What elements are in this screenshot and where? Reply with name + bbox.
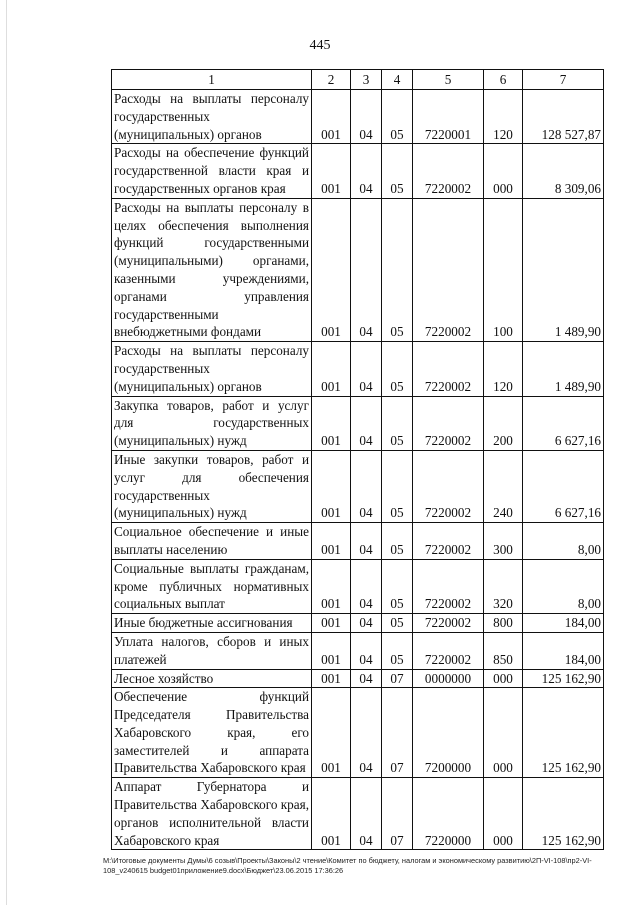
- cell-col5: 7220002: [413, 396, 484, 450]
- cell-col6: 120: [484, 90, 523, 144]
- cell-col4: 07: [382, 669, 413, 688]
- cell-amount: 184,00: [523, 614, 604, 633]
- cell-amount: 8 309,06: [523, 144, 604, 198]
- cell-col5: 0000000: [413, 669, 484, 688]
- table-row: [112, 688, 604, 778]
- table-row: [112, 396, 604, 450]
- cell-col5: 7220000: [413, 778, 484, 850]
- header-row: [112, 70, 604, 90]
- cell-amount: 8,00: [523, 559, 604, 613]
- column-header: 6: [484, 70, 523, 90]
- cell-col2: 001: [312, 778, 351, 850]
- budget-table: [111, 69, 604, 850]
- cell-amount: 125 162,90: [523, 669, 604, 688]
- cell-col2: 001: [312, 198, 351, 341]
- cell-col4: 05: [382, 559, 413, 613]
- table-row: [112, 559, 604, 613]
- cell-col3: 04: [351, 614, 382, 633]
- row-description: Иные бюджетные ассигнования: [112, 614, 312, 633]
- cell-col6: 100: [484, 198, 523, 341]
- row-description: Лесное хозяйство: [112, 669, 312, 688]
- cell-col3: 04: [351, 90, 382, 144]
- row-description: Аппарат Губернатора и Правительства Хабаровского края, органов исполнительной власти Хабаровского края: [112, 778, 312, 850]
- cell-col6: 000: [484, 669, 523, 688]
- table-row: [112, 198, 604, 341]
- cell-col6: 300: [484, 523, 523, 560]
- cell-amount: 6 627,16: [523, 450, 604, 522]
- table-row: [112, 669, 604, 688]
- cell-col6: 200: [484, 396, 523, 450]
- cell-col3: 04: [351, 688, 382, 778]
- cell-col2: 001: [312, 144, 351, 198]
- cell-amount: 8,00: [523, 523, 604, 560]
- row-description: Расходы на выплаты персоналу в целях обеспечения выполнения функций государственными (муниципальными) органами, казенными учреждениями, органами управления государственными внебюджетными фондами: [112, 198, 312, 341]
- document-path-footer: M:\Итоговые документы Думы\6 созыв\Проекты\Законы\2 чтение\Комитет по бюджету, налогам и экономическому развитию\2П-VI-108\пр2-VI-108_v240615 budget01приложение9.docx\Бюджет\23.06.2015 17:36:26: [103, 856, 592, 875]
- table-row: [112, 778, 604, 850]
- cell-amount: 125 162,90: [523, 778, 604, 850]
- cell-col4: 07: [382, 778, 413, 850]
- cell-col2: 001: [312, 559, 351, 613]
- cell-col4: 05: [382, 614, 413, 633]
- cell-col5: 7220001: [413, 90, 484, 144]
- cell-col4: 05: [382, 632, 413, 669]
- cell-col3: 04: [351, 198, 382, 341]
- cell-col2: 001: [312, 90, 351, 144]
- cell-col4: 05: [382, 523, 413, 560]
- cell-col6: 320: [484, 559, 523, 613]
- cell-amount: 1 489,90: [523, 342, 604, 396]
- cell-col5: 7220002: [413, 342, 484, 396]
- column-header: 7: [523, 70, 604, 90]
- cell-col3: 04: [351, 669, 382, 688]
- cell-col3: 04: [351, 559, 382, 613]
- row-description: Закупка товаров, работ и услуг для государственных (муниципальных) нужд: [112, 396, 312, 450]
- cell-col3: 04: [351, 523, 382, 560]
- cell-col6: 000: [484, 778, 523, 850]
- cell-col2: 001: [312, 450, 351, 522]
- cell-col4: 07: [382, 688, 413, 778]
- row-description: Иные закупки товаров, работ и услуг для обеспечения государственных (муниципальных) нужд: [112, 450, 312, 522]
- table-row: [112, 632, 604, 669]
- cell-amount: 1 489,90: [523, 198, 604, 341]
- cell-col6: 800: [484, 614, 523, 633]
- cell-col5: 7220002: [413, 632, 484, 669]
- page-number: 445: [309, 38, 331, 53]
- row-description: Уплата налогов, сборов и иных платежей: [112, 632, 312, 669]
- cell-col6: 000: [484, 688, 523, 778]
- row-description: Расходы на выплаты персоналу государственных (муниципальных) органов: [112, 342, 312, 396]
- table-row: [112, 144, 604, 198]
- row-description: Расходы на выплаты персоналу государственных (муниципальных) органов: [112, 90, 312, 144]
- row-description: Социальные выплаты гражданам, кроме публичных нормативных социальных выплат: [112, 559, 312, 613]
- cell-amount: 125 162,90: [523, 688, 604, 778]
- cell-col5: 7220002: [413, 614, 484, 633]
- column-header: 4: [382, 70, 413, 90]
- cell-col3: 04: [351, 396, 382, 450]
- cell-col5: 7220002: [413, 523, 484, 560]
- cell-col2: 001: [312, 342, 351, 396]
- cell-col2: 001: [312, 396, 351, 450]
- row-description: Социальное обеспечение и иные выплаты населению: [112, 523, 312, 560]
- cell-col2: 001: [312, 614, 351, 633]
- cell-amount: 128 527,87: [523, 90, 604, 144]
- cell-col4: 05: [382, 450, 413, 522]
- cell-col4: 05: [382, 198, 413, 341]
- cell-col2: 001: [312, 523, 351, 560]
- cell-amount: 6 627,16: [523, 396, 604, 450]
- cell-col2: 001: [312, 632, 351, 669]
- table-row: [112, 450, 604, 522]
- cell-col3: 04: [351, 144, 382, 198]
- column-header: 1: [112, 70, 312, 90]
- table-row: [112, 523, 604, 560]
- cell-amount: 184,00: [523, 632, 604, 669]
- column-header: 3: [351, 70, 382, 90]
- cell-col4: 05: [382, 396, 413, 450]
- cell-col3: 04: [351, 778, 382, 850]
- cell-col4: 05: [382, 90, 413, 144]
- cell-col4: 05: [382, 342, 413, 396]
- column-header: 2: [312, 70, 351, 90]
- cell-col5: 7220002: [413, 144, 484, 198]
- cell-col5: 7200000: [413, 688, 484, 778]
- row-description: Расходы на обеспечение функций государственной власти края и государственных органов края: [112, 144, 312, 198]
- column-header: 5: [413, 70, 484, 90]
- row-description: Обеспечение функций Председателя Правительства Хабаровского края, его заместителей и аппарата Правительства Хабаровского края: [112, 688, 312, 778]
- cell-col5: 7220002: [413, 559, 484, 613]
- cell-col6: 850: [484, 632, 523, 669]
- scan-edge-line: [6, 0, 7, 905]
- cell-col5: 7220002: [413, 198, 484, 341]
- cell-col5: 7220002: [413, 450, 484, 522]
- table-row: [112, 90, 604, 144]
- cell-col6: 240: [484, 450, 523, 522]
- cell-col2: 001: [312, 688, 351, 778]
- cell-col6: 120: [484, 342, 523, 396]
- cell-col2: 001: [312, 669, 351, 688]
- cell-col3: 04: [351, 632, 382, 669]
- cell-col3: 04: [351, 450, 382, 522]
- cell-col3: 04: [351, 342, 382, 396]
- cell-col6: 000: [484, 144, 523, 198]
- table-row: [112, 614, 604, 633]
- cell-col4: 05: [382, 144, 413, 198]
- table-row: [112, 342, 604, 396]
